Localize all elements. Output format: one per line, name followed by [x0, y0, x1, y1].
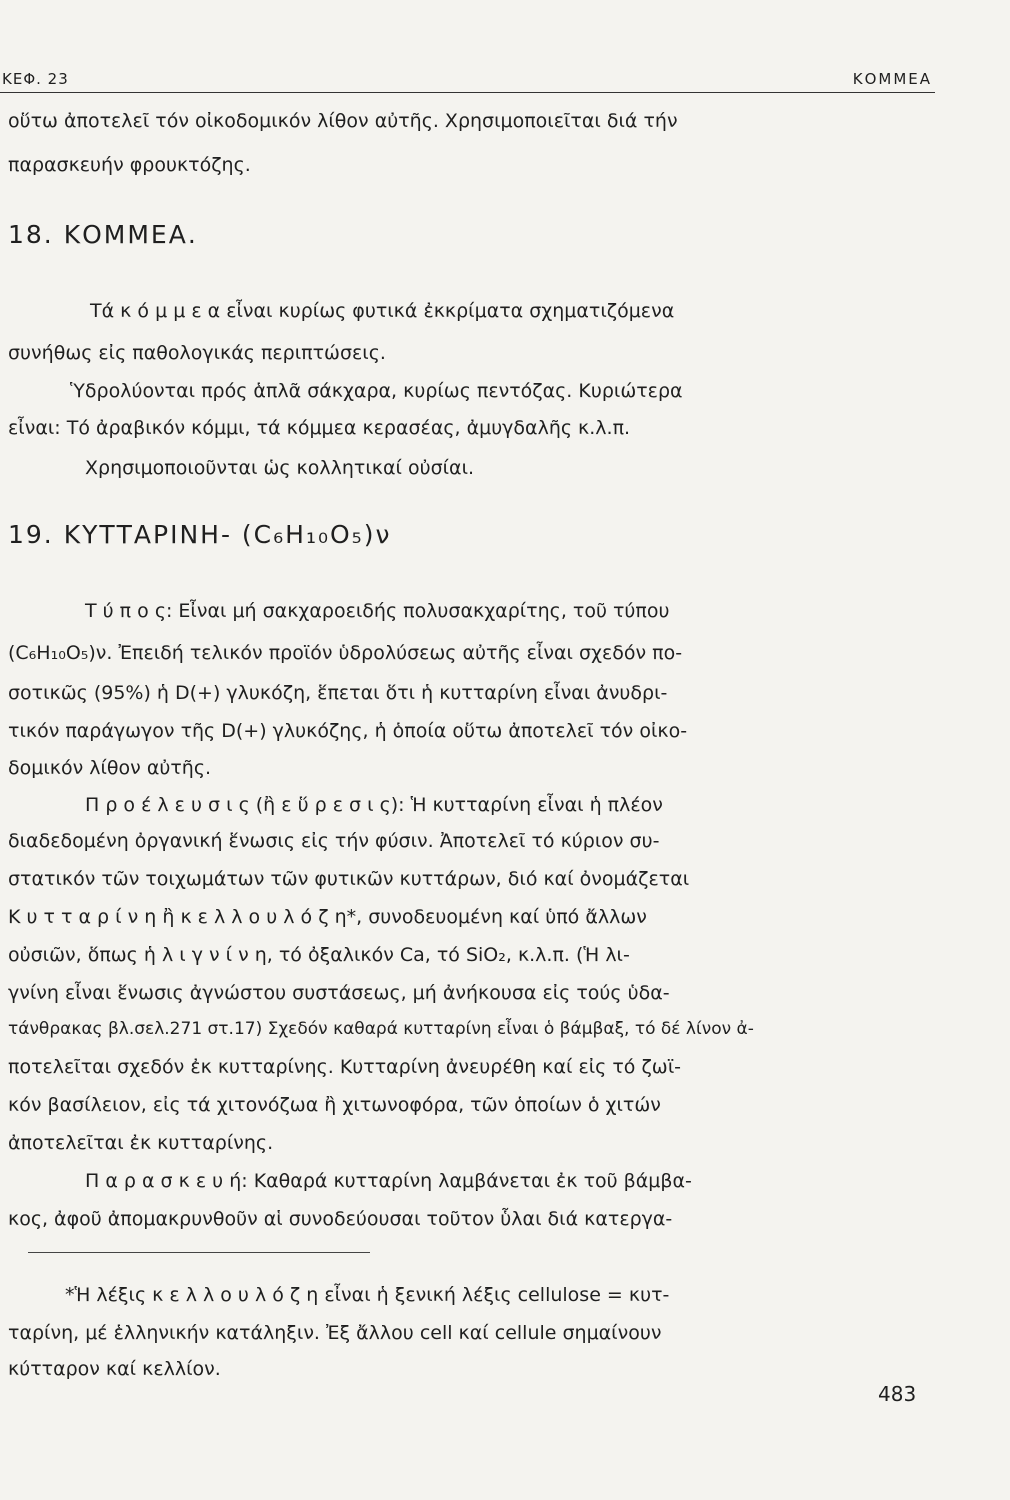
text-line: κόν βασίλειον, εἰς τά χιτονόζωα ἢ χιτωνοφόρα, τῶν ὁποίων ὁ χιτών — [8, 1094, 661, 1116]
footnote-line: κύτταρον καί κελλίον. — [8, 1358, 221, 1380]
footnote-rule — [28, 1252, 370, 1253]
chapter-label: ΚΕΦ. 23 — [2, 70, 69, 88]
text-line: σοτικῶς (95%) ἡ D(+) γλυκόζη, ἕπεται ὅτι ἡ κυτταρίνη εἶναι ἀνυδρι- — [8, 682, 668, 704]
page-number: 483 — [878, 1382, 917, 1406]
heading-kommea: 18. ΚΟΜΜΕΑ. — [8, 220, 198, 249]
text-line: γνίνη εἶναι ἕνωσις ἀγνώστου συστάσεως, μή ἀνήκουσα εἰς τούς ὑδα- — [8, 982, 670, 1004]
text-line: οὕτω ἀποτελεῖ τόν οἰκοδομικόν λίθον αὐτῆς. Χρησιμοποιεῖται διά τήν — [8, 110, 678, 132]
text-line: Ὑδρολύονται πρός ἁπλᾶ σάκχαρα, κυρίως πεντόζας. Κυριώτερα — [70, 380, 683, 402]
text-line: τάνθρακας βλ.σελ.271 στ.17) Σχεδόν καθαρά κυτταρίνη εἶναι ὁ βάμβαξ, τό δέ λίνον ἀ- — [8, 1019, 754, 1039]
footnote-line: ταρίνη, μέ ἑλληνικήν κατάληξιν. Ἐξ ἄλλου cell καί cellule σημαίνουν — [8, 1322, 662, 1344]
text-line: Π ρ ο έ λ ε υ σ ι ς (ἢ ε ὕ ρ ε σ ι ς): Ἡ κυτταρίνη εἶναι ἡ πλέον — [85, 794, 663, 816]
text-line: κος, ἀφοῦ ἀπομακρυνθοῦν αἱ συνοδεύουσαι τοῦτον ὗλαι διά κατεργα- — [8, 1208, 673, 1230]
text-line: (C₆H₁₀O₅)ν. Ἐπειδή τελικόν προϊόν ὑδρολύσεως αὐτῆς εἶναι σχεδόν πο- — [8, 642, 683, 664]
header-rule — [0, 92, 935, 93]
text-line: εἶναι: Τό ἀραβικόν κόμμι, τά κόμμεα κερασέας, ἀμυγδαλῆς κ.λ.π. — [8, 417, 631, 439]
text-line: οὐσιῶν, ὅπως ἡ λ ι γ ν ί ν η, τό ὀξαλικόν Ca, τό SiO₂, κ.λ.π. (Ἡ λι- — [8, 944, 630, 966]
text-line: Κ υ τ τ α ρ ί ν η ἢ κ ε λ λ ο υ λ ό ζ η*, συνοδευομένη καί ὑπό ἄλλων — [8, 906, 647, 928]
text-line: ἀποτελεῖται ἐκ κυτταρίνης. — [8, 1132, 274, 1154]
text-line: στατικόν τῶν τοιχωμάτων τῶν φυτικῶν κυττάρων, διό καί ὀνομάζεται — [8, 868, 690, 890]
heading-kyttarini: 19. ΚΥΤΤΑΡΙΝΗ- (C₆H₁₀O₅)ν — [8, 520, 392, 549]
text-line: συνήθως εἰς παθολογικάς περιπτώσεις. — [8, 342, 386, 364]
text-line: διαδεδομένη ὀργανική ἕνωσις εἰς τήν φύσιν. Ἀποτελεῖ τό κύριον συ- — [8, 830, 660, 852]
text-line: ποτελεῖται σχεδόν ἐκ κυτταρίνης. Κυτταρίνη ἀνευρέθη καί εἰς τό ζωϊ- — [8, 1056, 682, 1078]
text-line: Χρησιμοποιοῦνται ὡς κολλητικαί οὐσίαι. — [85, 457, 475, 479]
text-line: Π α ρ α σ κ ε υ ή: Καθαρά κυτταρίνη λαμβάνεται ἐκ τοῦ βάμβα- — [85, 1170, 692, 1192]
section-title-header: ΚΟΜΜΕΑ — [852, 70, 932, 88]
text-line: δομικόν λίθον αὐτῆς. — [8, 757, 212, 779]
footnote-line: *Ἡ λέξις κ ε λ λ ο υ λ ό ζ η εἶναι ἡ ξενική λέξις cellulose = κυτ- — [65, 1284, 670, 1306]
text-line: Τ ύ π ο ς: Εἶναι μή σακχαροειδής πολυσακχαρίτης, τοῦ τύπου — [85, 600, 670, 622]
text-line: Τά κ ό μ μ ε α εἶναι κυρίως φυτικά ἐκκρίματα σχηματιζόμενα — [90, 300, 675, 322]
text-line: παρασκευήν φρουκτόζης. — [8, 154, 251, 176]
text-line: τικόν παράγωγον τῆς D(+) γλυκόζης, ἡ ὁποία οὕτω ἀποτελεῖ τόν οἰκο- — [8, 720, 688, 742]
